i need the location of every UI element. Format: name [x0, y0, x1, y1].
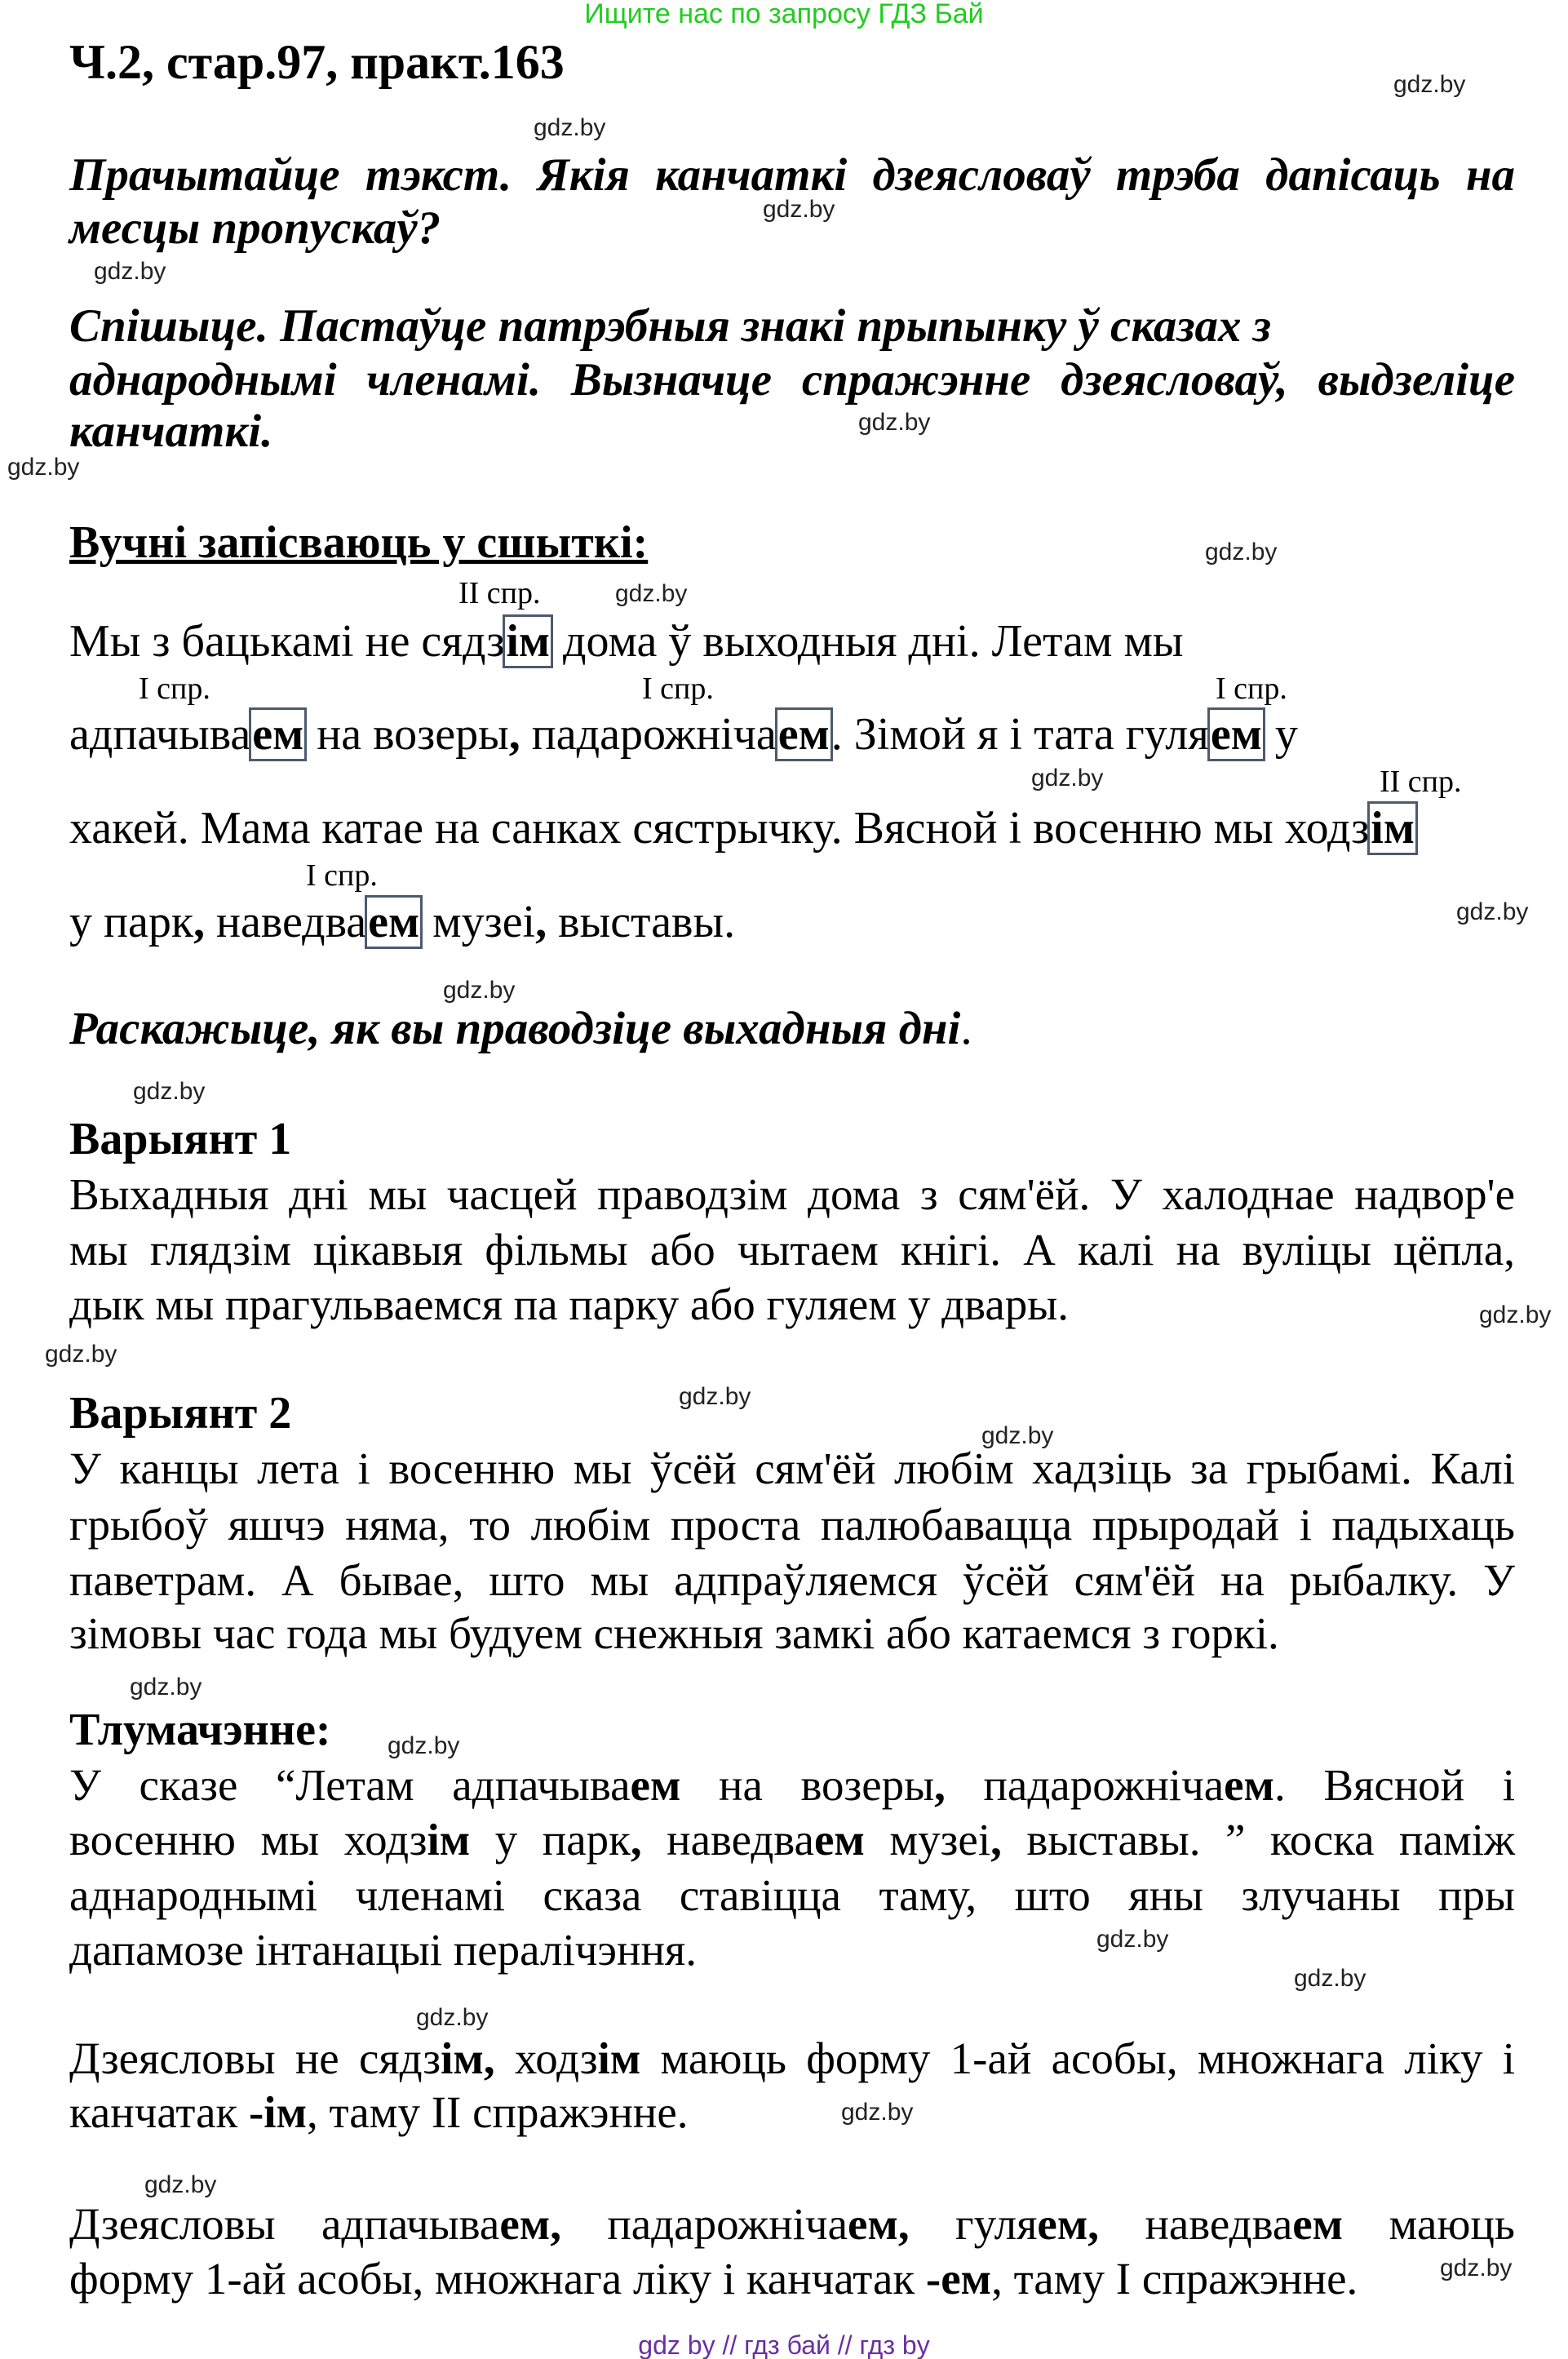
punctuation-mark: ,	[630, 1815, 642, 1865]
text-segment: . Зімой я і тата гуля	[831, 709, 1209, 760]
text-segment: маюць	[1343, 2199, 1515, 2249]
boxed-ending: ім	[506, 616, 551, 667]
conjugation-label: I спр.	[139, 672, 210, 706]
text-segment: наведва	[1099, 2199, 1293, 2249]
watermark: gdz.by	[1205, 539, 1278, 565]
text-segment: аднароднымі членамі сказа ставіцца таму, што яны злучаны пры	[69, 1870, 1515, 1920]
text-segment: Мы з бацькамі не сядз	[69, 616, 505, 667]
watermark: gdz.by	[615, 580, 688, 607]
conjugation-label: II спр.	[458, 576, 541, 610]
boxed-ending: ем	[368, 897, 420, 947]
punctuation-mark: ,	[193, 897, 206, 947]
boxed-ending: ем	[777, 709, 830, 760]
text-segment: гуля	[909, 2199, 1038, 2249]
variant2-title: Варыянт 2	[69, 1388, 292, 1439]
text-segment: маюць форму 1-ай асобы, множнага ліку і	[640, 2033, 1515, 2083]
text-segment: выставы.	[547, 897, 736, 947]
watermark: gdz.by	[1479, 1301, 1552, 1328]
task2-line: аднароднымі членамі. Вызначце спражэнне дзеясловаў, выдзеліце	[69, 354, 1515, 406]
boxed-ending: ем	[1210, 709, 1262, 760]
footer-links[interactable]: gdz by // гдз бай // гдз by	[638, 2330, 930, 2359]
text-segment: Дзеясловы не сядз	[69, 2033, 441, 2083]
watermark: gdz.by	[858, 409, 931, 436]
watermark: gdz.by	[1440, 2255, 1513, 2281]
text-segment: падарожніча	[945, 1760, 1225, 1810]
bold-ending: ім,	[441, 2033, 495, 2083]
watermark: gdz.by	[144, 2171, 217, 2198]
boxed-ending: ем	[252, 709, 304, 760]
bold-ending: ем	[813, 1815, 865, 1865]
text-segment: у парк	[69, 897, 194, 947]
variant1-title: Варыянт 1	[69, 1114, 292, 1164]
watermark: gdz.by	[94, 258, 166, 285]
bold-ending: ем	[630, 1760, 681, 1810]
bold-ending: ім	[427, 1815, 471, 1865]
notebook-line	[69, 616, 1184, 667]
conjugation-label: II спр.	[1380, 765, 1462, 799]
watermark: gdz.by	[1096, 1926, 1169, 1953]
bold-ending: -ім	[248, 2087, 308, 2137]
watermark: gdz.by	[388, 1732, 460, 1759]
text-segment: наведва	[641, 1815, 814, 1865]
conjugation-label: I спр.	[1216, 672, 1287, 706]
watermark: gdz.by	[679, 1383, 751, 1410]
explanation-line	[69, 2254, 1515, 2304]
text-segment: восенню мы ходз	[69, 1815, 427, 1865]
variant2-line: зімовы час года мы будуем снежныя замкі або катаемся з горкі.	[69, 1608, 1279, 1658]
text-segment: наведва	[205, 897, 367, 947]
text-segment: Дзеясловы адпачыва	[69, 2199, 500, 2249]
punctuation-mark: ,	[934, 1760, 946, 1810]
watermark: gdz.by	[1393, 71, 1466, 98]
watermark: gdz.by	[416, 2004, 489, 2031]
notebook-line	[69, 899, 735, 945]
bold-ending: ем,	[848, 2199, 910, 2249]
variant2-line: паветрам. А бывае, што мы адпраўляемся ўсёй сям'ёй на рыбалку. У	[69, 1555, 1515, 1605]
variant2-line: грыбоў яшчэ няма, то любім проста палюбавацца прыродай і падыхаць	[69, 1500, 1515, 1550]
task1-line: месцы пропускаў?	[69, 202, 441, 254]
text-segment: хакей. Мама катае на санках сястрычку. Вясной і восенню мы ходз	[69, 803, 1370, 854]
explanation-line	[69, 1760, 1515, 1810]
notebook-heading: Вучні запісваюць у сшыткі:	[69, 517, 649, 568]
notebook-line	[69, 709, 1298, 760]
text-segment: ходз	[494, 2033, 598, 2083]
task3-text: Раскажыце, як вы праводзіце выхадныя дні	[69, 1003, 961, 1054]
bold-ending: ім	[597, 2033, 641, 2083]
watermark: gdz.by	[45, 1341, 117, 1368]
text-segment: форму 1-ай асобы, множнага ліку і канчатак	[69, 2254, 926, 2304]
watermark: gdz.by	[443, 977, 516, 1004]
punctuation-mark: ,	[508, 709, 520, 760]
text-segment: музеі	[421, 897, 536, 947]
bold-ending: ем	[1224, 1760, 1275, 1810]
text-segment: выставы. ” коска паміж	[1001, 1815, 1515, 1865]
variant1-line: дык мы прагульваемся па парку або гуляем у двары.	[69, 1279, 1069, 1329]
variant1-line: мы глядзім цікавыя фільмы або чытаем кнігі. А калі на вуліцы цёпла,	[69, 1225, 1515, 1275]
text-segment: . Вясной і	[1274, 1760, 1515, 1810]
watermark: gdz.by	[1294, 1965, 1366, 1992]
watermark: gdz.by	[130, 1674, 202, 1701]
conjugation-label: I спр.	[306, 858, 378, 893]
bold-ending: ем,	[499, 2199, 561, 2249]
watermark: gdz.by	[763, 196, 835, 223]
top-banner[interactable]: Ищите нас по запросу ГДЗ Бай	[584, 0, 984, 29]
bold-ending: ем,	[1037, 2199, 1100, 2249]
watermark: gdz.by	[841, 2099, 914, 2126]
text-segment: адпачыва	[69, 709, 251, 760]
text-segment: дома ў выходныя дні. Летам мы	[551, 616, 1184, 667]
variant1-line: Выхадныя дні мы часцей праводзім дома з сям'ёй. У халоднае надвор'е	[69, 1169, 1515, 1219]
text-segment: музеі	[864, 1815, 991, 1865]
text-segment: дапамозе інтанацыі пералічэння.	[69, 1925, 697, 1975]
watermark: gdz.by	[534, 114, 606, 141]
watermark: gdz.by	[981, 1422, 1054, 1449]
text-segment: падарожніча	[520, 709, 777, 760]
watermark: gdz.by	[7, 454, 80, 481]
text-segment: у парк	[470, 1815, 631, 1865]
task3	[69, 1005, 972, 1052]
text-segment: , таму I спражэнне.	[991, 2254, 1358, 2304]
text-segment: , таму II спражэнне.	[307, 2087, 689, 2137]
punctuation-mark: ,	[535, 897, 547, 947]
explanation-line	[69, 2087, 1515, 2137]
watermark: gdz.by	[1456, 898, 1529, 925]
task1-line: Прачытайце тэкст. Якія канчаткі дзеясловаў трэба дапісаць на	[69, 149, 1515, 201]
text-segment: канчатак	[69, 2087, 249, 2137]
boxed-ending: ім	[1371, 803, 1415, 854]
notebook-line	[69, 803, 1416, 854]
text-segment: У сказе “Летам адпачыва	[69, 1760, 631, 1810]
explanation-line	[69, 2199, 1515, 2249]
bold-ending: ем	[1292, 2199, 1344, 2249]
watermark: gdz.by	[1031, 765, 1104, 792]
task2-line: канчаткі.	[69, 406, 273, 457]
task3-period: .	[960, 1003, 972, 1054]
page-title: Ч.2, стар.97, практ.163	[69, 35, 565, 89]
text-segment: на возеры	[305, 709, 509, 760]
explanation-line	[69, 1870, 1515, 1920]
task2-line: Спішыце. Пастаўце патрэбныя знакі прыпынку ў сказах з	[69, 300, 1272, 352]
bold-ending: -ем	[925, 2254, 992, 2304]
watermark: gdz.by	[133, 1078, 206, 1105]
explanation-line	[69, 1815, 1515, 1865]
punctuation-mark: ,	[990, 1815, 1002, 1865]
conjugation-label: I спр.	[642, 672, 714, 706]
text-segment: падарожніча	[560, 2199, 848, 2249]
variant2-line: У канцы лета і восенню мы ўсёй сям'ёй любім хадзіць за грыбамі. Калі	[69, 1443, 1515, 1493]
explanation-line	[69, 2033, 1515, 2083]
text-segment: у	[1263, 709, 1298, 760]
text-segment: на возеры	[680, 1760, 935, 1810]
explanation-title: Тлумачэнне:	[69, 1705, 331, 1755]
